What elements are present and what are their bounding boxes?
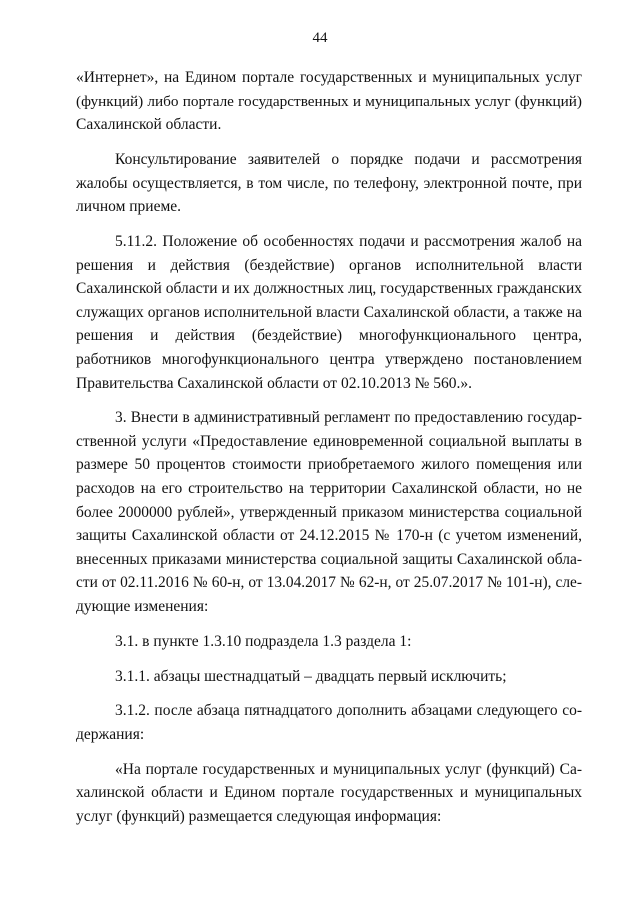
text-line: услуг (функций) размещается следующая информация: [76,807,442,825]
text-line: 3.1. в пункте 1.3.10 подраздела 1.3 раздела 1: [115,632,412,650]
paragraph [76,630,582,654]
text-line: решения и действия (бездействие) многофункционального центра, [76,327,582,345]
text-line: более 2000000 рублей», утвержденный приказом министерства социальной [76,503,582,521]
text-line: внесенных приказами министерства социальной защиты Сахалинской обла- [76,550,582,568]
paragraph [76,230,582,395]
paragraph [76,665,582,689]
text-line: 3.1.1. абзацы шестнадцатый – двадцать первый исключить; [115,667,507,685]
text-line: решения и действия (бездействие) органов исполнительной власти [76,256,582,274]
text-line: защиты Сахалинской области от 24.12.2015 № 170-н (с учетом изменений, [76,527,582,545]
text-line: держания: [76,725,145,743]
paragraph [76,406,582,618]
text-line: 3. Внести в административный регламент по предоставлению государ- [115,409,582,427]
text-line: работников многофункционального центра утверждено постановлением [76,350,582,368]
paragraph [76,758,582,829]
paragraph [76,148,582,219]
paragraph [76,66,582,137]
page-number: 44 [312,30,328,46]
text-line: Сахалинской области. [76,116,222,134]
text-line: ственной услуги «Предоставление единовременной социальной выплаты в [76,432,582,450]
text-line: служащих органов исполнительной власти Сахалинской области, а также на [76,303,582,321]
text-line: размере 50 процентов стоимости приобретаемого жилого помещения или [76,456,582,474]
document-body [76,66,582,829]
text-line: сти от 02.11.2016 № 60-н, от 13.04.2017 № 62-н, от 25.07.2017 № 101-н), сле- [76,574,582,592]
text-line: «Интернет», на Едином портале государственных и муниципальных услуг [76,69,582,86]
text-line: 3.1.2. после абзаца пятнадцатого дополнить абзацами следующего со- [115,702,582,720]
text-line: жалобы осуществляется, в том числе, по телефону, электронной почте, при [76,174,582,192]
text-line: личном приеме. [76,198,182,216]
text-line: Правительства Сахалинской области от 02.10.2013 № 560.». [76,374,472,392]
text-line: «На портале государственных и муниципальных услуг (функций) Са- [115,760,582,778]
text-line: расходов на его строительство на территории Сахалинской области, но не [76,480,582,498]
text-line: халинской области и Едином портале государственных и муниципальных [76,784,582,802]
text-line: дующие изменения: [76,598,209,616]
text-line: 5.11.2. Положение об особенностях подачи и рассмотрения жалоб на [115,232,582,250]
paragraph [76,699,582,746]
text-line: Сахалинской области и их должностных лиц, государственных гражданских [76,280,582,298]
text-line: Консультирование заявителей о порядке подачи и рассмотрения [115,150,582,168]
text-line: (функций) либо портале государственных и муниципальных услуг (функций) [76,92,582,110]
